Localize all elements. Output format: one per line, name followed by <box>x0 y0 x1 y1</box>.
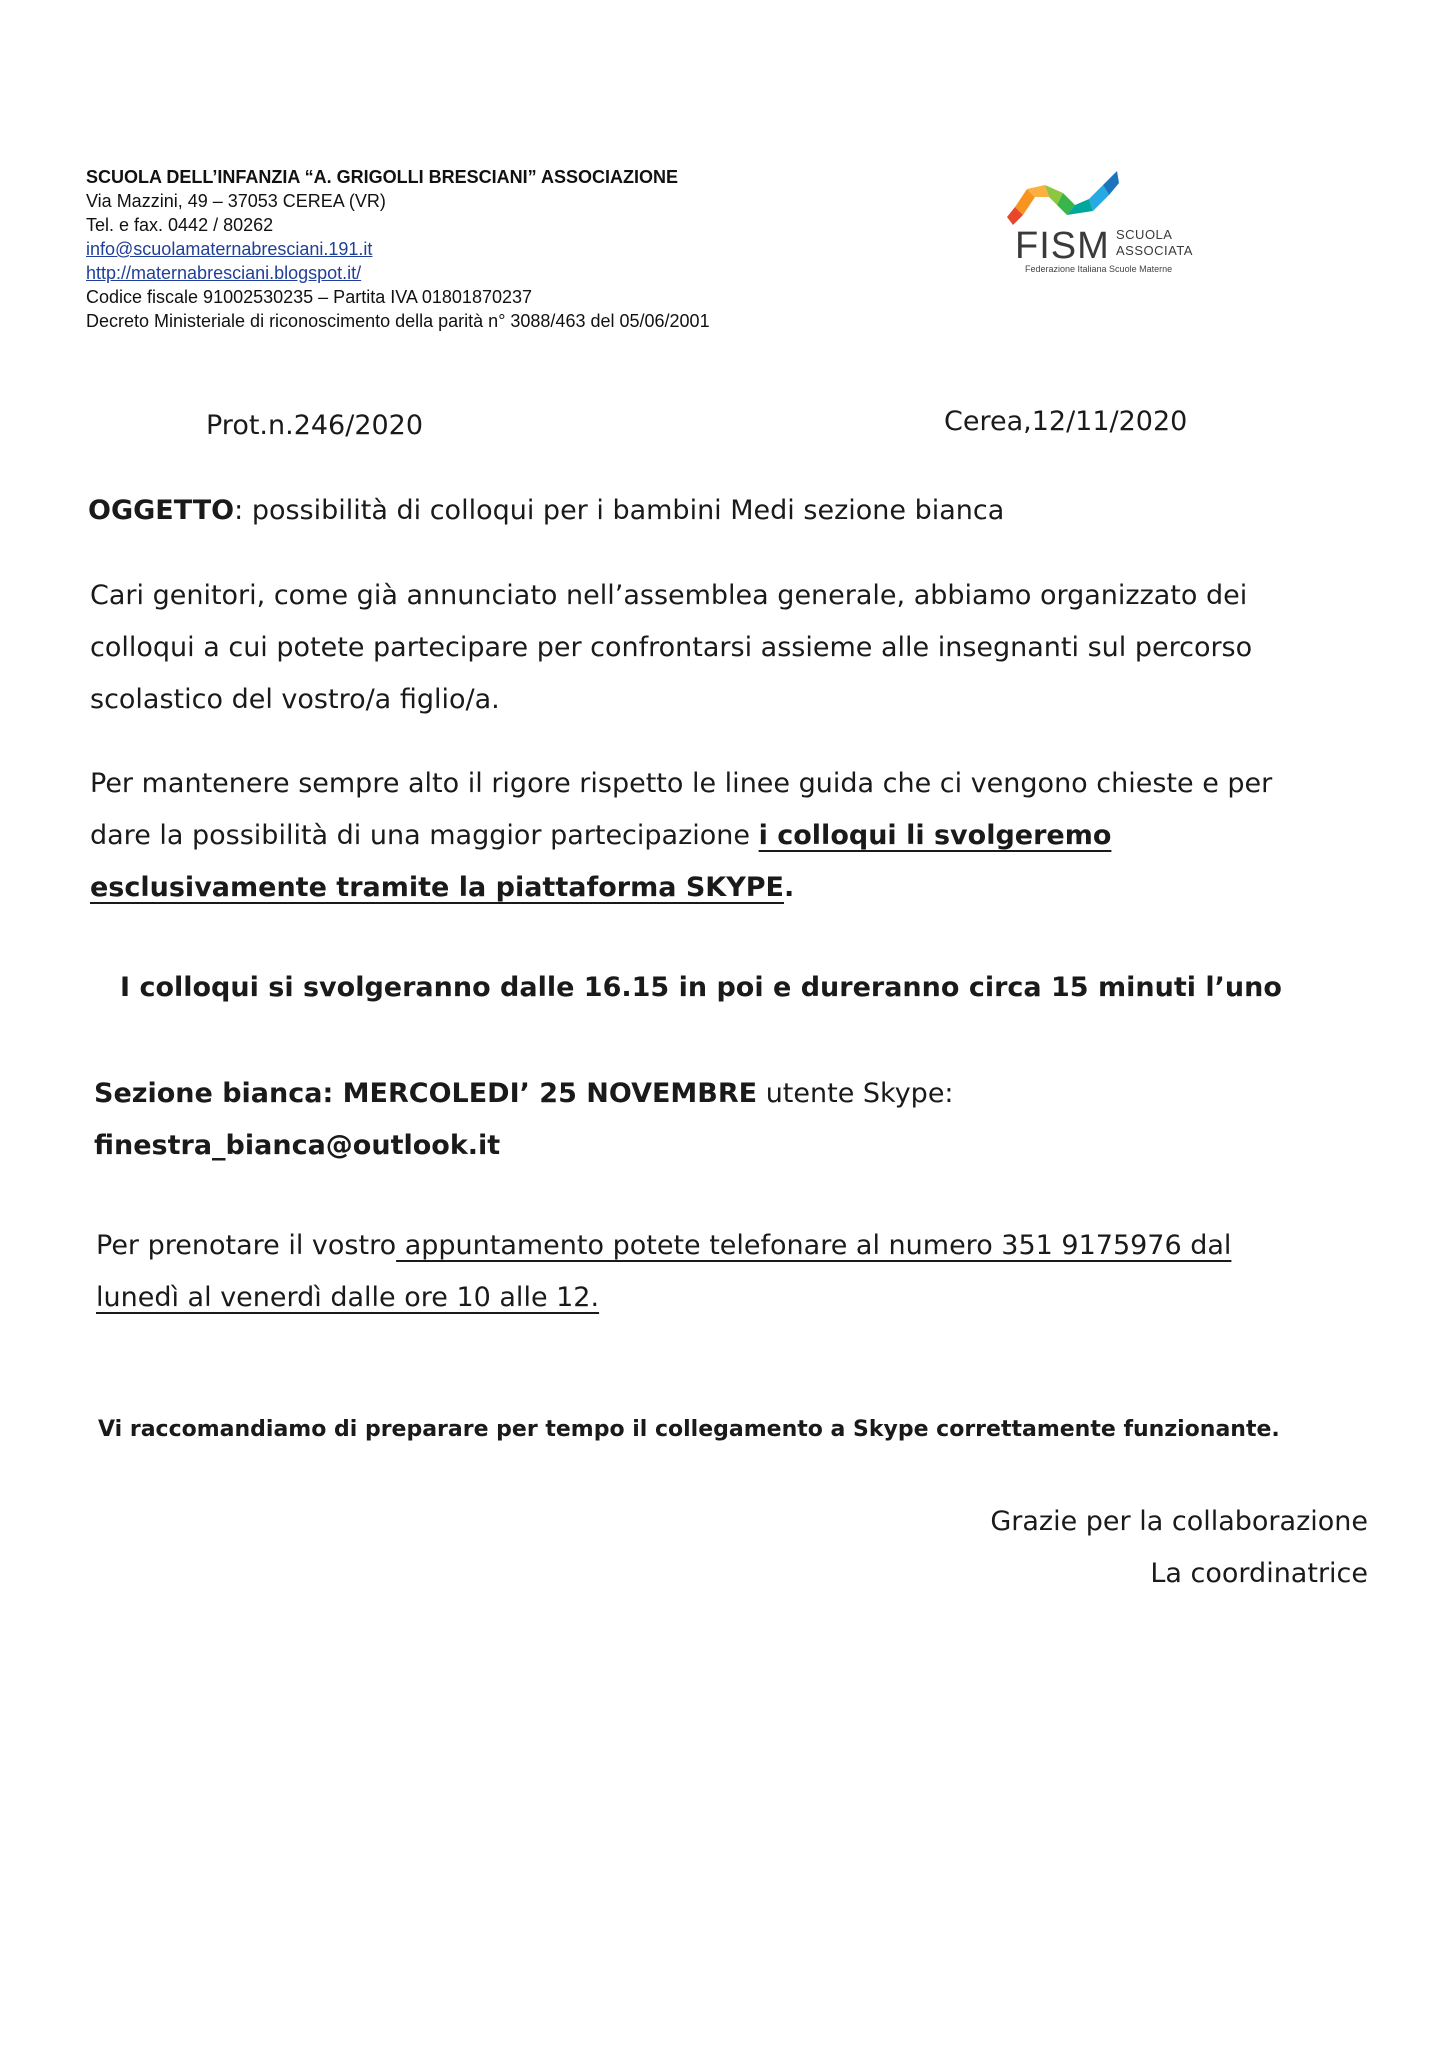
section-skype-label: utente Skype: <box>757 1078 954 1109</box>
para2-line-1: Per mantenere sempre alto il rigore rispetto le linee guida che ci vengono chieste e per <box>90 768 1273 799</box>
para2-end: . <box>783 872 795 903</box>
subject-separator: : <box>234 495 244 526</box>
para2-emphasis-2: esclusivamente tramite la piattaforma SKYPE <box>90 872 784 903</box>
school-phone: Tel. e fax. 0442 / 80262 <box>86 215 274 235</box>
closing-thanks: Grazie per la collaborazione <box>990 1506 1368 1537</box>
school-address: Via Mazzini, 49 – 37053 CEREA (VR) <box>86 191 386 211</box>
school-website-link[interactable]: http://maternabresciani.blogspot.it/ <box>86 263 362 283</box>
booking-line-1 <box>96 1220 1231 1272</box>
para1-line-1: Cari genitori, come già annunciato nell’assemblea generale, abbiamo organizzato dei <box>90 580 1248 611</box>
school-tax-info: Codice fiscale 91002530235 – Partita IVA 01801870237 <box>86 287 533 307</box>
closing-signer: La coordinatrice <box>1150 1558 1368 1589</box>
school-name: SCUOLA DELL’INFANZIA “A. GRIGOLLI BRESCIANI” ASSOCIAZIONE <box>86 167 679 187</box>
section-line <box>94 1068 954 1120</box>
para1-line-3: scolastico del vostro/a figlio/a. <box>90 684 500 715</box>
para1-line-2: colloqui a cui potete partecipare per confrontarsi assieme alle insegnanti sul percorso <box>90 632 1253 663</box>
school-email-link[interactable]: info@scuolamaternabresciani.191.it <box>86 239 373 259</box>
skype-user: finestra_bianca@outlook.it <box>94 1130 501 1161</box>
protocol-number: Prot.n.246/2020 <box>206 410 424 441</box>
booking-line-2: lunedì al venerdì dalle ore 10 alle 12. <box>96 1282 600 1313</box>
subject-text: possibilità di colloqui per i bambini Medi sezione bianca <box>243 495 1005 526</box>
booking-phone-info: appuntamento potete telefonare al numero 351 9175976 dal <box>396 1230 1232 1261</box>
fism-logo-federation: Federazione Italiana Scuole Materne <box>1025 264 1173 274</box>
school-header <box>86 165 710 333</box>
fism-logo-tag-2: ASSOCIATA <box>1116 243 1193 258</box>
para2-line-2 <box>90 810 1111 862</box>
fism-logo-name: FISM <box>1015 225 1110 267</box>
fism-logo <box>1005 165 1215 277</box>
schedule-info: I colloqui si svolgeranno dalle 16.15 in poi e dureranno circa 15 minuti l’uno <box>120 972 1282 1003</box>
fism-logo-tag-1: SCUOLA <box>1116 227 1173 242</box>
school-decree: Decreto Ministeriale di riconoscimento della parità n° 3088/463 del 05/06/2001 <box>86 311 710 331</box>
place-date: Cerea,12/11/2020 <box>944 406 1188 437</box>
para2-line-2-text: dare la possibilità di una maggior partecipazione <box>90 820 759 851</box>
subject-label: OGGETTO <box>88 495 235 526</box>
section-date: Sezione bianca: MERCOLEDI’ 25 NOVEMBRE <box>94 1078 758 1109</box>
subject-line <box>88 485 1004 537</box>
recommendation: Vi raccomandiamo di preparare per tempo il collegamento a Skype correttamente funzionante. <box>98 1417 1280 1442</box>
booking-text: Per prenotare il vostro <box>96 1230 397 1261</box>
para2-emphasis-1: i colloqui li svolgeremo <box>758 820 1112 851</box>
para2-line-3 <box>90 862 794 914</box>
